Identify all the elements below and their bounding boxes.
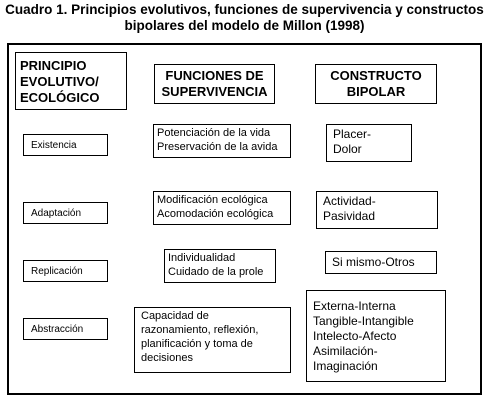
funciones-line: Preservación de la avida — [157, 141, 278, 153]
header-constructo-line: BIPOLAR — [346, 84, 406, 99]
funciones-line: planificación y toma de — [141, 338, 253, 350]
constructo-line: Actividad- — [323, 194, 376, 208]
table-title — [0, 2, 489, 34]
principio-label: Adaptación — [31, 207, 82, 219]
principio-existencia — [23, 134, 108, 156]
header-constructo-line: CONSTRUCTO — [330, 68, 422, 83]
title-line-2: bipolares del modelo de Millon (1998) — [124, 18, 365, 33]
header-principio-line: EVOLUTIVO/ — [20, 74, 99, 89]
header-principio-line: ECOLÓGICO — [20, 90, 100, 105]
constructo-adaptacion — [316, 191, 438, 229]
funciones-line: Capacidad de — [141, 310, 209, 322]
principio-label: Replicación — [31, 265, 83, 277]
constructo-line: Intelecto-Afecto — [313, 329, 397, 343]
title-line-1: Cuadro 1. Principios evolutivos, funciones de supervivencia y constructos — [5, 2, 484, 17]
principio-abstraccion — [23, 318, 108, 340]
funciones-existencia — [153, 124, 291, 158]
funciones-line: Potenciación de la vida — [157, 127, 271, 139]
principio-adaptacion — [23, 202, 108, 224]
constructo-line: Si mismo-Otros — [332, 255, 415, 269]
constructo-line: Externa-Interna — [313, 299, 396, 313]
constructo-abstraccion — [306, 290, 446, 382]
constructo-existencia — [326, 124, 412, 162]
constructo-line: Dolor — [333, 142, 362, 156]
funciones-line: Modificación ecológica — [157, 194, 268, 206]
header-constructo — [315, 64, 437, 104]
principio-replicacion — [23, 260, 108, 282]
header-principio-line: PRINCIPIO — [20, 58, 87, 73]
header-principio — [15, 52, 127, 110]
funciones-line: decisiones — [141, 352, 193, 364]
funciones-line: Individualidad — [168, 252, 236, 264]
header-funciones — [154, 64, 275, 104]
constructo-line: Pasividad — [323, 209, 376, 223]
funciones-line: Acomodación ecológica — [157, 208, 274, 220]
constructo-line: Tangible-Intangible — [313, 314, 414, 328]
constructo-replicacion — [325, 251, 437, 274]
constructo-line: Placer- — [333, 127, 372, 141]
funciones-replicacion — [164, 249, 276, 283]
funciones-line: Cuidado de la prole — [168, 266, 264, 278]
constructo-line: Imaginación — [313, 359, 378, 373]
funciones-abstraccion — [134, 307, 291, 373]
header-funciones-line: FUNCIONES DE — [165, 68, 264, 83]
constructo-line: Asimilación- — [313, 344, 378, 358]
principio-label: Abstracción — [31, 323, 84, 335]
principio-label: Existencia — [31, 139, 77, 151]
funciones-adaptacion — [153, 191, 291, 225]
funciones-line: razonamiento, reflexión, — [141, 324, 259, 336]
header-funciones-line: SUPERVIVENCIA — [161, 84, 268, 99]
